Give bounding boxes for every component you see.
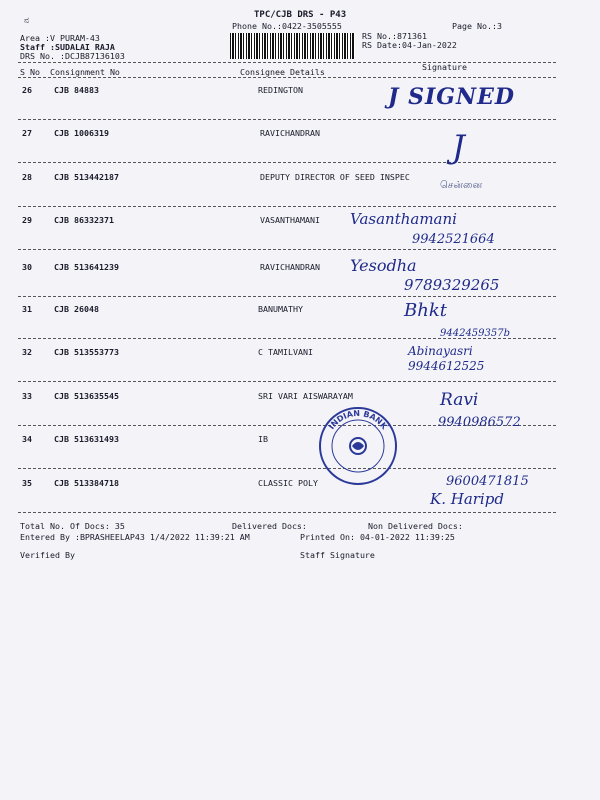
row-divider — [18, 249, 556, 250]
row-sno: 34 — [22, 434, 32, 444]
rs-date: RS Date:04-Jan-2022 — [362, 40, 457, 50]
signature-r31-phone: 9442459357b — [440, 328, 511, 339]
signature-r26: J SIGNED — [388, 84, 515, 110]
row-consignee: CLASSIC POLY — [258, 478, 318, 488]
total-docs: Total No. Of Docs: 35 — [20, 521, 125, 531]
column-divider — [18, 77, 556, 78]
drs-number: DRS No. :DCJB87136103 — [20, 51, 125, 61]
stamp-r28: சென்னை — [440, 180, 483, 191]
row-consignment: CJB 513631493 — [54, 434, 119, 444]
row-consignee: BANUMATHY — [258, 304, 303, 314]
row-sno: 27 — [22, 128, 32, 138]
row-consignment: CJB 513384718 — [54, 478, 119, 488]
corner-mark: ನ — [24, 16, 30, 26]
row-divider — [18, 381, 556, 382]
row-consignment: CJB 513442187 — [54, 172, 119, 182]
row-consignment: CJB 84883 — [54, 85, 99, 95]
verified-by: Verified By — [20, 550, 75, 560]
row-consignee: VASANTHAMANI — [260, 215, 320, 225]
page-number: Page No.:3 — [452, 21, 502, 31]
row-consignment: CJB 1006319 — [54, 128, 109, 138]
delivered-docs: Delivered Docs: — [232, 521, 307, 531]
row-sno: 32 — [22, 347, 32, 357]
signature-r35-name: K. Haripd — [430, 490, 504, 508]
signature-r29-name: Vasanthamani — [350, 210, 457, 228]
row-consignee: RAVICHANDRAN — [260, 128, 320, 138]
row-sno: 31 — [22, 304, 32, 314]
column-consignment: Consignment No — [50, 67, 120, 77]
signature-r32-phone: 9944612525 — [408, 359, 485, 373]
row-sno: 30 — [22, 262, 32, 272]
rs-number: RS No.:871361 — [362, 31, 427, 41]
signature-r35-phone: 9600471815 — [446, 474, 529, 489]
signature-r30-phone: 9789329265 — [404, 276, 500, 294]
row-divider — [18, 512, 556, 513]
row-sno: 28 — [22, 172, 32, 182]
signature-r29-phone: 9942521664 — [412, 232, 495, 247]
phone-number: Phone No.:0422-3505555 — [232, 21, 342, 31]
row-divider — [18, 468, 556, 469]
row-sno: 26 — [22, 85, 32, 95]
signature-r31: Bhkt — [404, 300, 447, 321]
row-consignee: C TAMILVANI — [258, 347, 313, 357]
stamp-text: INDIAN BANK — [326, 408, 389, 432]
column-consignee: Consignee Details — [240, 67, 325, 77]
row-consignment: CJB 513553773 — [54, 347, 119, 357]
row-sno: 29 — [22, 215, 32, 225]
header-divider — [18, 62, 556, 63]
bank-stamp — [316, 404, 400, 488]
column-signature: Signature — [422, 62, 467, 72]
row-consignee: DEPUTY DIRECTOR OF SEED INSPEC — [260, 172, 410, 182]
signature-r33: Ravi — [440, 390, 479, 410]
row-sno: 35 — [22, 478, 32, 488]
staff-label: Staff :SUDALAI RAJA — [20, 42, 115, 52]
non-delivered-docs: Non Delivered Docs: — [368, 521, 463, 531]
signature-r27: J — [452, 128, 465, 166]
sheet-title: TPC/CJB DRS - P43 — [254, 10, 347, 20]
row-consignment: CJB 86332371 — [54, 215, 114, 225]
row-divider — [18, 162, 556, 163]
row-consignment: CJB 513641239 — [54, 262, 119, 272]
staff-signature: Staff Signature — [300, 550, 375, 560]
row-consignee: RAVICHANDRAN — [260, 262, 320, 272]
barcode — [230, 33, 355, 59]
column-sno: S No — [20, 67, 40, 77]
row-sno: 33 — [22, 391, 32, 401]
signature-r32-name: Abinayasri — [408, 344, 473, 358]
row-consignee: SRI VARI AISWARAYAM — [258, 391, 353, 401]
row-consignment: CJB 26048 — [54, 304, 99, 314]
entered-by: Entered By :BPRASHEELAP43 1/4/2022 11:39:21 AM — [20, 532, 250, 542]
row-consignee: REDINGTON — [258, 85, 303, 95]
area-label: Area :V PURAM-43 — [20, 33, 100, 43]
row-divider — [18, 296, 556, 297]
signature-r30-name: Yesodha — [350, 256, 417, 275]
row-consignment: CJB 513635545 — [54, 391, 119, 401]
row-divider — [18, 206, 556, 207]
row-divider — [18, 119, 556, 120]
printed-on: Printed On: 04-01-2022 11:39:25 — [300, 532, 455, 542]
signature-r33-phone: 9940986572 — [438, 415, 521, 430]
row-consignee: IB — [258, 434, 268, 444]
